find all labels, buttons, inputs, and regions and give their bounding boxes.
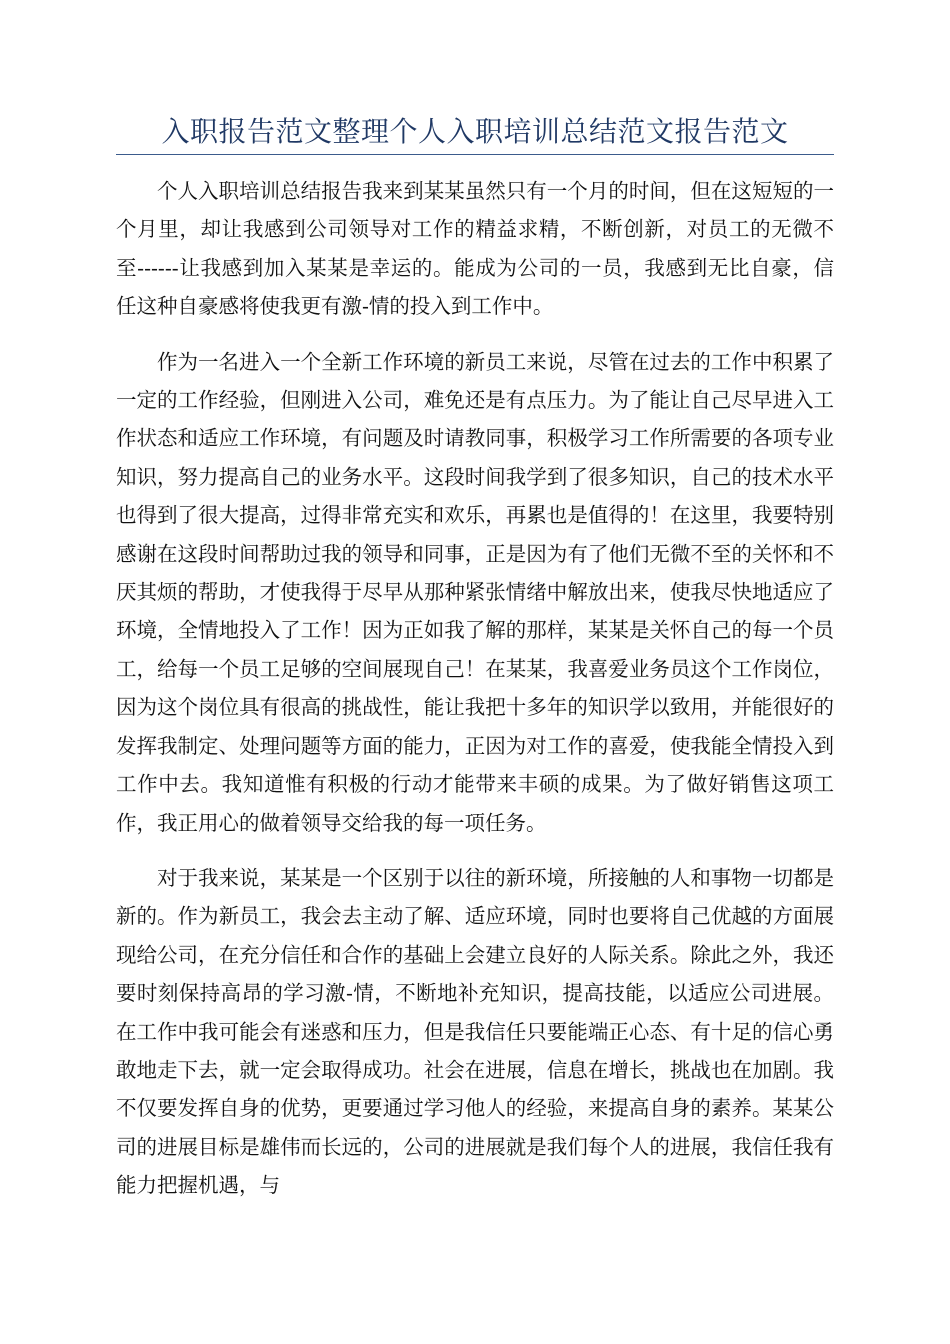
document-title: 入职报告范文整理个人入职培训总结范文报告范文 <box>161 115 789 148</box>
title-underline <box>116 154 834 155</box>
paragraph-1: 个人入职培训总结报告我来到某某虽然只有一个月的时间，但在这短短的一个月里，却让我感到公司领导对工作的精益求精，不断创新，对员工的无微不至------让我感到加入某某是幸运的。能成为公司的一员，我感到无比自豪，信任这种自豪感将使我更有激-情的投入到工作中。 <box>116 179 834 319</box>
paragraph-3: 对于我来说，某某是一个区别于以往的新环境，所接触的人和事物一切都是新的。作为新员工，我会去主动了解、适应环境，同时也要将自己优越的方面展现给公司，在充分信任和合作的基础上会建立良好的人际关系。除此之外，我还要时刻保持高昂的学习激-情，不断地补充知识，提高技能，以适应公司进展。在工作中我可能会有迷惑和压力，但是我信任只要能端正心态、有十足的信心勇敢地走下去，就一定会取得成功。社会在进展，信息在增长，挑战也在加剧。我不仅要发挥自身的优势，更要通过学习他人的经验，来提高自身的素养。某某公司的进展目标是雄伟而长远的，公司的进展就是我们每个人的进展，我信任我有能力把握机遇，与 <box>116 865 834 1198</box>
document-body <box>116 172 834 1222</box>
paragraph-2: 作为一名进入一个全新工作环境的新员工来说，尽管在过去的工作中积累了一定的工作经验，但刚进入公司，难免还是有点压力。为了能让自己尽早进入工作状态和适应工作环境，有问题及时请教同事，积极学习工作所需要的各项专业知识，努力提高自己的业务水平。这段时间我学到了很多知识，自己的技术水平也得到了很大提高，过得非常充实和欢乐，再累也是值得的！在这里，我要特别感谢在这段时间帮助过我的领导和同事，正是因为有了他们无微不至的关怀和不厌其烦的帮助，才使我得于尽早从那种紧张情绪中解放出来，使我尽快地适应了环境，全情地投入了工作！因为正如我了解的那样，某某是关怀自己的每一个员工，给每一个员工足够的空间展现自己！在某某，我喜爱业务员这个工作岗位，因为这个岗位具有很高的挑战性，能让我把十多年的知识学以致用，并能很好的发挥我制定、处理问题等方面的能力，正因为对工作的喜爱，使我能全情投入到工作中去。我知道惟有积极的行动才能带来丰硕的成果。为了做好销售这项工作，我正用心的做着领导交给我的每一项任务。 <box>116 349 834 835</box>
